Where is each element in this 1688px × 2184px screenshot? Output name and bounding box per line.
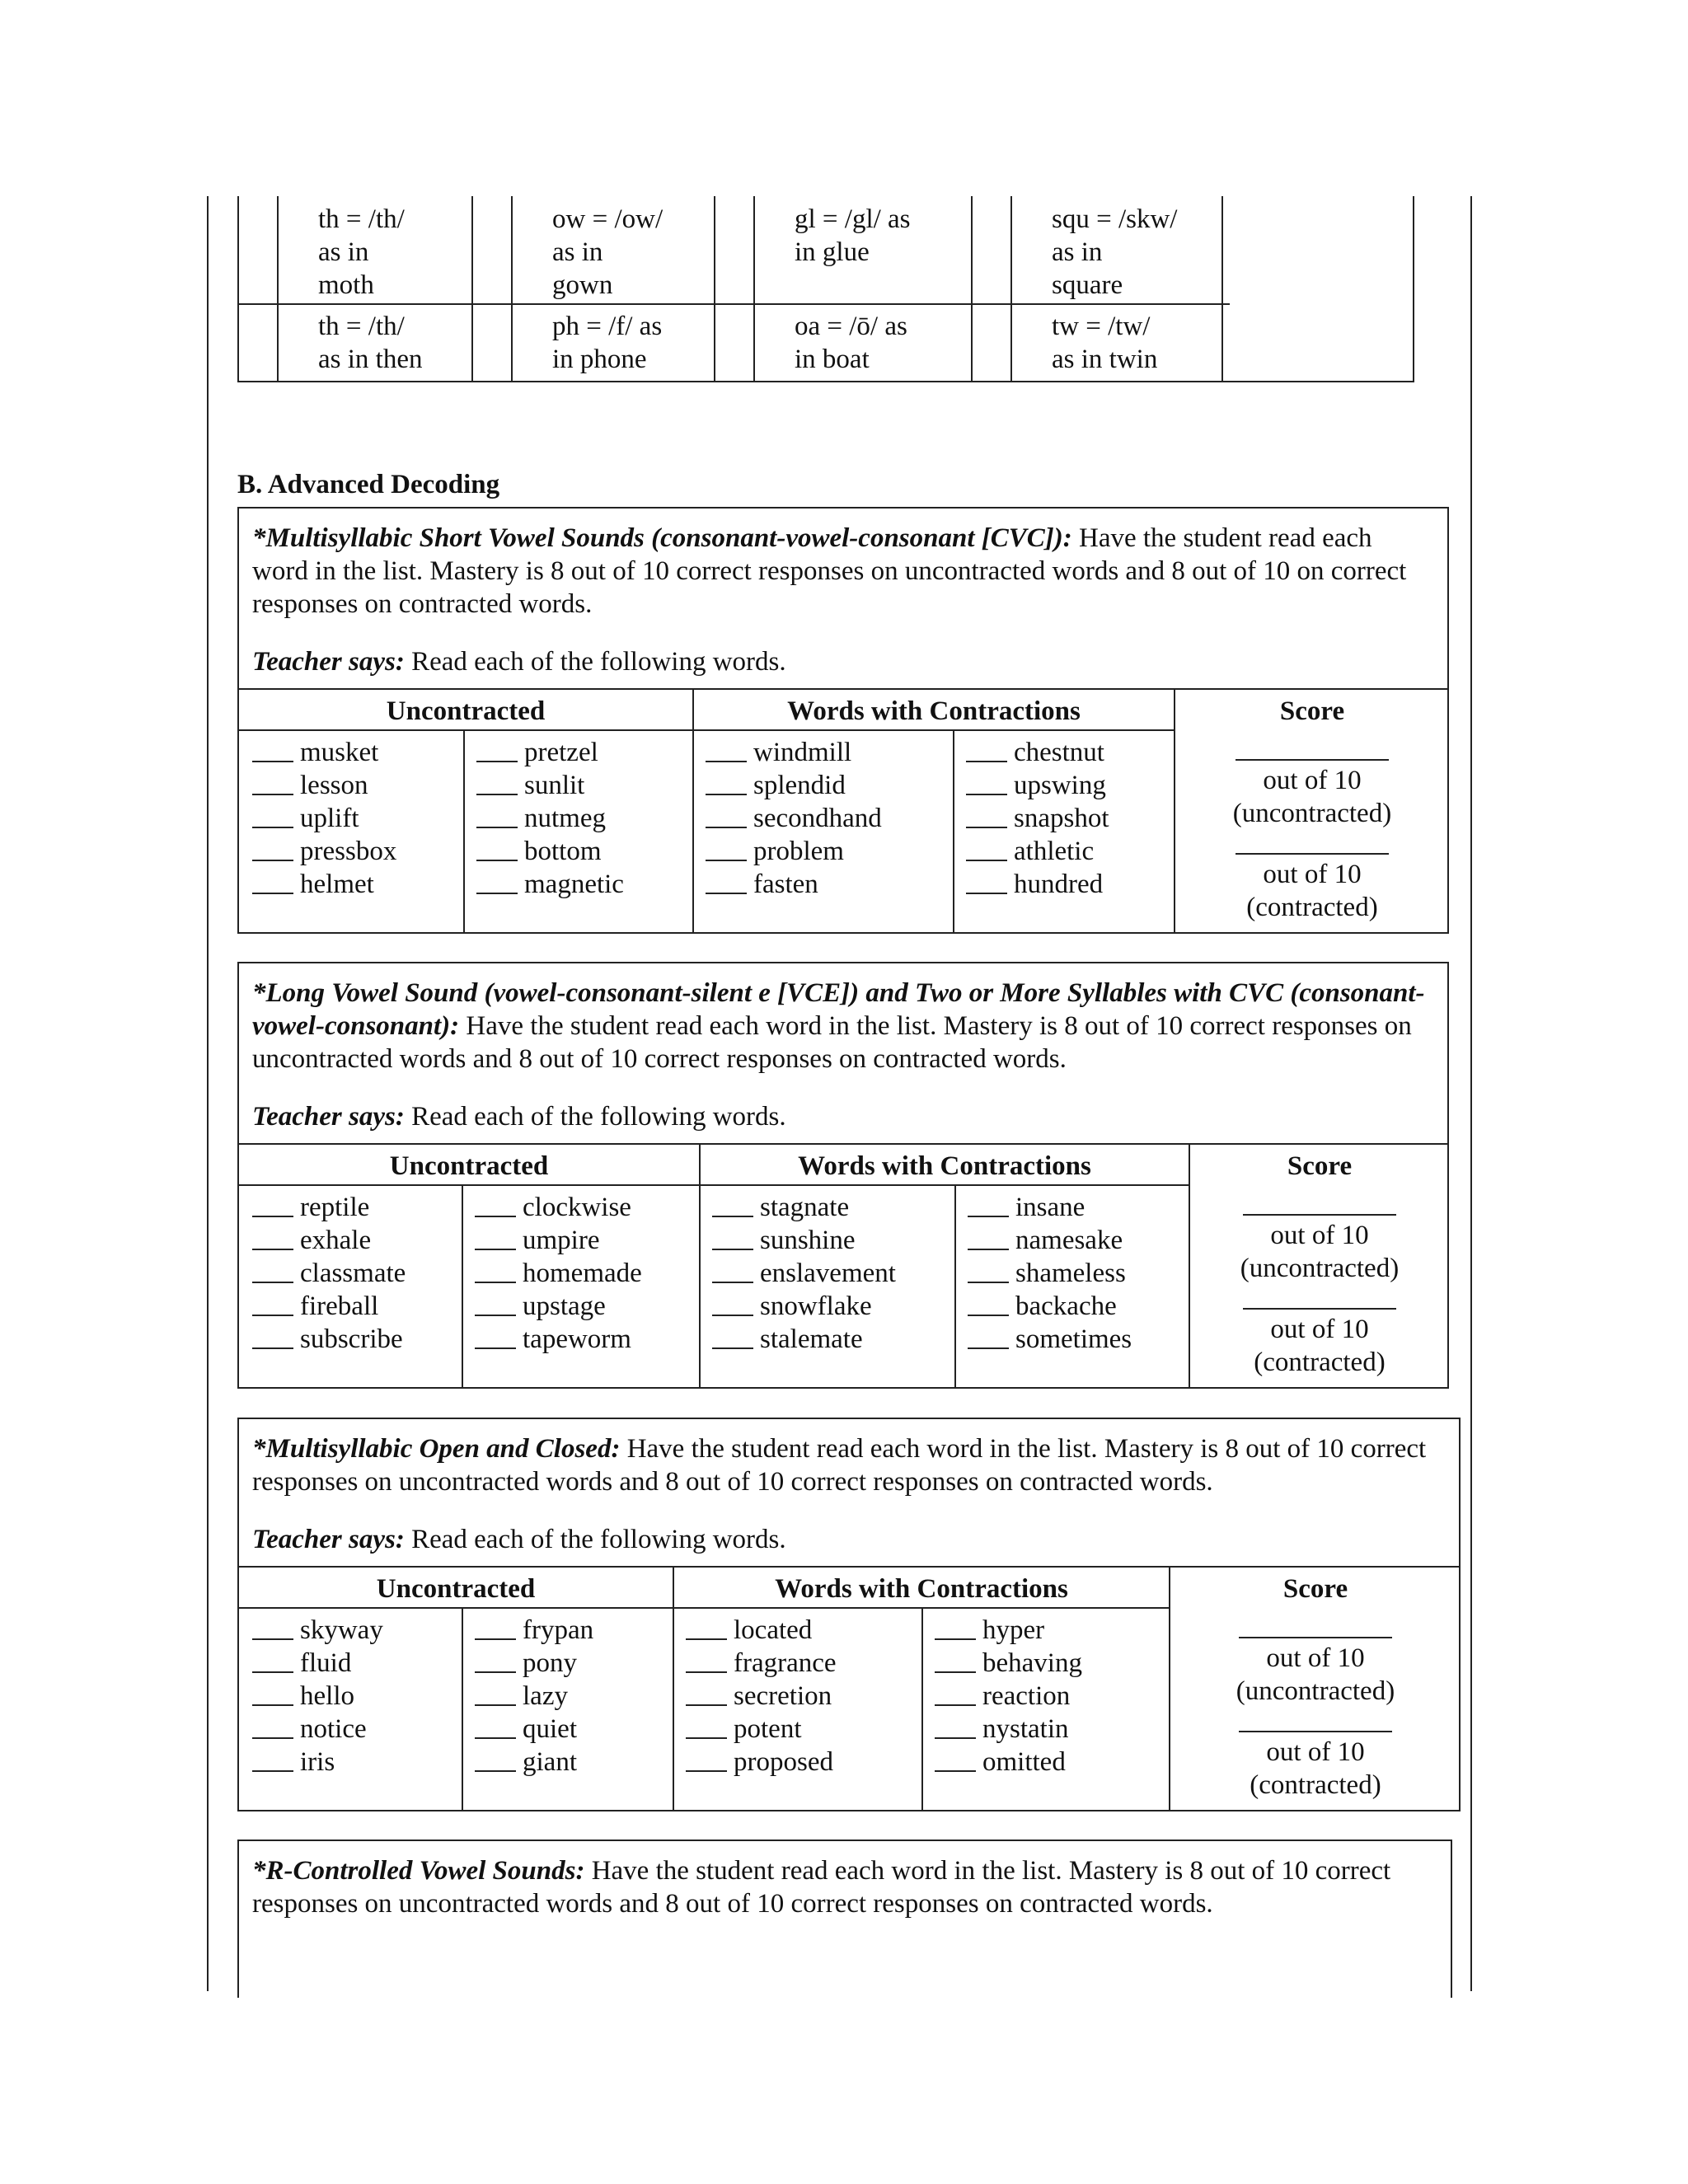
score-area: out of 10 (uncontracted) out of 10 (contracted) [1170, 1614, 1461, 1802]
word-item: helmet [252, 868, 396, 901]
page-right-rule [1470, 196, 1472, 1991]
word-item: pony [475, 1647, 593, 1680]
score-blank-uncontracted[interactable] [1239, 1614, 1392, 1638]
word-item: nystatin [935, 1713, 1082, 1746]
word-item: classmate [252, 1257, 406, 1290]
word-list [475, 1191, 642, 1356]
header-score: Score [1287, 1151, 1353, 1181]
word-list [706, 736, 882, 901]
word-item: secretion [686, 1680, 837, 1713]
word-item: sometimes [968, 1323, 1132, 1356]
teacher-says: Teacher says: Read each of the following words. [252, 647, 786, 677]
phonics-cell: squ = /skw/ as in square [1052, 204, 1178, 300]
word-item: pretzel [476, 736, 624, 769]
word-item: notice [252, 1713, 383, 1746]
r-controlled-assessment-box [237, 1840, 1452, 1998]
open-closed-assessment-box [237, 1418, 1461, 1811]
word-item: snapshot [966, 802, 1109, 835]
word-item: exhale [252, 1224, 406, 1257]
cvc-assessment-box [237, 507, 1449, 934]
word-item: skyway [252, 1614, 383, 1647]
word-item: sunshine [712, 1224, 896, 1257]
word-list [712, 1191, 896, 1356]
section-title: B. Advanced Decoding [237, 470, 500, 499]
word-item: fasten [706, 868, 882, 901]
score-blank-contracted[interactable] [1239, 1708, 1392, 1732]
word-item: upswing [966, 769, 1109, 802]
word-item: fluid [252, 1647, 383, 1680]
word-item: fragrance [686, 1647, 837, 1680]
instructions: *Long Vowel Sound (vowel-consonant-silent e [VCE]) and Two or More Syllables with CVC (consonant- vowel-consonant): Have the student read each word in the list. Mastery is 8 out of 10 correct responses on uncontracted words and 8 out of 10 correct responses on contracted words. [252, 978, 1425, 1074]
word-item: potent [686, 1713, 837, 1746]
phonics-cell: gl = /gl/ as in glue [795, 204, 911, 267]
word-item: splendid [706, 769, 882, 802]
word-item: enslavement [712, 1257, 896, 1290]
word-item: sunlit [476, 769, 624, 802]
word-item: stalemate [712, 1323, 896, 1356]
word-item: bottom [476, 835, 624, 868]
teacher-says: Teacher says: Read each of the following words. [252, 1102, 786, 1132]
teacher-says: Teacher says: Read each of the following words. [252, 1525, 786, 1554]
header-uncontracted: Uncontracted [389, 1151, 549, 1181]
word-item: tapeworm [475, 1323, 642, 1356]
vce-assessment-box [237, 962, 1449, 1389]
phonics-cell: ph = /f/ as in phone [552, 312, 663, 374]
word-item: magnetic [476, 868, 624, 901]
header-contractions: Words with Contractions [775, 1574, 1068, 1604]
word-item: stagnate [712, 1191, 896, 1224]
word-list [252, 736, 396, 901]
word-item: reaction [935, 1680, 1082, 1713]
word-item: snowflake [712, 1290, 896, 1323]
phonics-cell: oa = /ō/ as in boat [795, 312, 907, 374]
header-contractions: Words with Contractions [787, 696, 1081, 726]
word-item: frypan [475, 1614, 593, 1647]
word-item: backache [968, 1290, 1132, 1323]
word-item: windmill [706, 736, 882, 769]
word-item: giant [475, 1746, 593, 1779]
word-item: lazy [475, 1680, 593, 1713]
phonics-cell: tw = /tw/ as in twin [1052, 312, 1158, 374]
score-blank-contracted[interactable] [1243, 1285, 1396, 1310]
word-item: secondhand [706, 802, 882, 835]
word-item: upstage [475, 1290, 642, 1323]
score-area: out of 10 (uncontracted) out of 10 (contracted) [1190, 1191, 1449, 1379]
word-list [476, 736, 624, 901]
word-item: problem [706, 835, 882, 868]
phonics-cell: th = /th/ as in then [318, 312, 423, 374]
word-list [935, 1614, 1082, 1779]
word-list [968, 1191, 1132, 1356]
word-list [252, 1614, 383, 1779]
word-item: pressbox [252, 835, 396, 868]
header-contractions: Words with Contractions [798, 1151, 1091, 1181]
score-area: out of 10 (uncontracted) out of 10 (contracted) [1175, 736, 1449, 924]
word-item: homemade [475, 1257, 642, 1290]
score-blank-uncontracted[interactable] [1243, 1191, 1396, 1216]
phonics-cell: ow = /ow/ as in gown [552, 204, 663, 300]
word-item: fireball [252, 1290, 406, 1323]
instructions: *Multisyllabic Open and Closed: Have the student read each word in the list. Mastery is 8 out of 10 correct responses on uncontracted words and 8 out of 10 correct responses on contracted words. [252, 1434, 1427, 1497]
word-item: clockwise [475, 1191, 642, 1224]
word-item: quiet [475, 1713, 593, 1746]
word-item: hello [252, 1680, 383, 1713]
word-list [475, 1614, 593, 1779]
header-uncontracted: Uncontracted [376, 1574, 536, 1604]
word-item: insane [968, 1191, 1132, 1224]
word-item: iris [252, 1746, 383, 1779]
word-item: located [686, 1614, 837, 1647]
word-item: umpire [475, 1224, 642, 1257]
word-item: shameless [968, 1257, 1132, 1290]
score-blank-contracted[interactable] [1236, 830, 1389, 855]
word-list [966, 736, 1109, 901]
word-item: hundred [966, 868, 1109, 901]
word-item: omitted [935, 1746, 1082, 1779]
instructions: *R-Controlled Vowel Sounds: Have the student read each word in the list. Mastery is 8 out of 10 correct responses on uncontracted words and 8 out of 10 correct responses on contracted words. [252, 1856, 1391, 1919]
word-item: musket [252, 736, 396, 769]
instructions: *Multisyllabic Short Vowel Sounds (consonant-vowel-consonant [CVC]): Have the student read each word in the list. Mastery is 8 out of 10 correct responses on uncontracted words and 8 out of 10 on correct responses on contracted words. [252, 523, 1407, 619]
header-score: Score [1282, 1574, 1348, 1604]
word-list [252, 1191, 406, 1356]
word-item: subscribe [252, 1323, 406, 1356]
word-item: athletic [966, 835, 1109, 868]
word-item: hyper [935, 1614, 1082, 1647]
score-blank-uncontracted[interactable] [1236, 736, 1389, 761]
word-item: chestnut [966, 736, 1109, 769]
phonics-cell: th = /th/ as in moth [318, 204, 405, 300]
word-item: uplift [252, 802, 396, 835]
word-item: nutmeg [476, 802, 624, 835]
phonics-table [237, 196, 1414, 382]
word-item: proposed [686, 1746, 837, 1779]
page-left-rule [207, 196, 209, 1991]
word-item: behaving [935, 1647, 1082, 1680]
word-list [686, 1614, 837, 1779]
header-score: Score [1279, 696, 1345, 726]
word-item: reptile [252, 1191, 406, 1224]
header-uncontracted: Uncontracted [386, 696, 546, 726]
word-item: namesake [968, 1224, 1132, 1257]
word-item: lesson [252, 769, 396, 802]
